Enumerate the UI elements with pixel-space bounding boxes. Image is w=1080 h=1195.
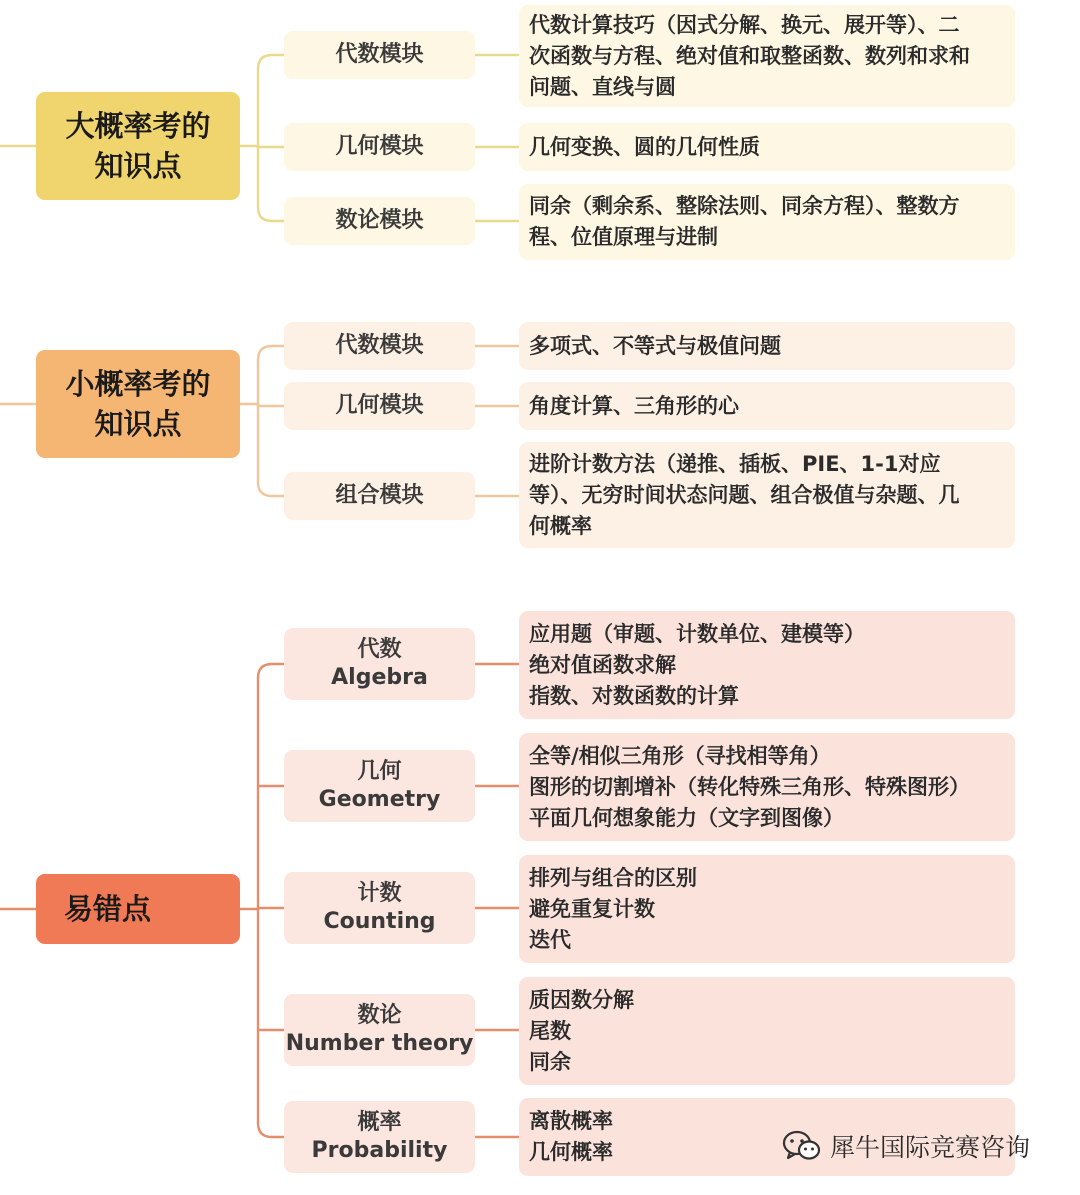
- root-node-big: [36, 92, 240, 200]
- leaf-node-small-line: 等）、无穷时间状态问题、组合极值与杂题、几: [529, 482, 960, 507]
- leaf-node-errors-line: 质因数分解: [529, 987, 634, 1012]
- leaf-node-small: [519, 442, 1015, 548]
- branch-node-big-line: 几何模块: [335, 134, 424, 159]
- branch-node-errors: [284, 1101, 475, 1173]
- branch-line: [258, 1123, 284, 1137]
- leaf-node-errors-line: 同余: [529, 1049, 571, 1074]
- branch-node-errors-line: Probability: [311, 1138, 448, 1163]
- branch-node-errors-line: 计数: [357, 881, 402, 906]
- branch-node-big-line: 代数模块: [335, 42, 424, 67]
- branch-line: [258, 207, 284, 221]
- watermark-text: 犀牛国际竞赛咨询: [830, 1133, 1031, 1162]
- leaf-node-errors: [519, 733, 1015, 841]
- branch-node-small-line: 组合模块: [335, 483, 424, 508]
- branch-node-errors-line: 代数: [357, 637, 402, 662]
- leaf-node-errors-line: 应用题（审题、计数单位、建模等）: [529, 621, 865, 646]
- leaf-node-big-line: 次函数与方程、绝对值和取整函数、数列和求和: [529, 43, 970, 68]
- leaf-node-small-line: 进阶计数方法（递推、插板、PIE、1-1对应: [529, 451, 941, 476]
- leaf-node-big-line: 几何变换、圆的几何性质: [529, 134, 760, 159]
- leaf-node-big-line: 同余（剩余系、整除法则、同余方程）、整数方: [529, 194, 960, 218]
- leaf-node-errors-line: 离散概率: [529, 1109, 613, 1133]
- leaf-node-errors: [519, 977, 1015, 1085]
- branch-node-big: [284, 197, 475, 245]
- leaf-node-small-line: 角度计算、三角形的心: [529, 393, 739, 418]
- branch-node-errors: [284, 750, 475, 822]
- root-node-small-line: 知识点: [94, 407, 182, 441]
- leaf-node-errors: [519, 611, 1015, 719]
- branch-node-errors: [284, 872, 475, 944]
- leaf-node-big-line: 程、位值原理与进制: [529, 225, 718, 249]
- branch-node-small: [284, 472, 475, 520]
- leaf-node-errors-line: 几何概率: [529, 1140, 613, 1164]
- leaf-node-errors-line: 绝对值函数求解: [529, 652, 676, 677]
- root-node-big-line: 知识点: [94, 149, 182, 183]
- root-node-big-line: 大概率考的: [65, 109, 211, 143]
- branch-line: [258, 346, 284, 360]
- leaf-node-errors-line: 全等/相似三角形（寻找相等角）: [529, 743, 831, 768]
- branch-node-errors-line: 概率: [357, 1110, 402, 1135]
- leaf-node-errors-line: 排列与组合的区别: [529, 865, 697, 890]
- leaf-node-big: [519, 123, 1015, 171]
- leaf-node-big: [519, 5, 1015, 107]
- root-node-small-line: 小概率考的: [65, 367, 211, 401]
- branch-line: [258, 664, 284, 678]
- leaf-node-small-line: 何概率: [529, 513, 592, 538]
- root-node-errors-line: 易错点: [64, 892, 152, 926]
- watermark: [782, 1128, 1030, 1164]
- branch-node-big: [284, 31, 475, 79]
- branch-node-small: [284, 322, 475, 370]
- leaf-node-big: [519, 184, 1015, 260]
- leaf-node-errors-line: 指数、对数函数的计算: [529, 683, 739, 708]
- branch-node-errors-line: 几何: [357, 759, 402, 784]
- branch-node-errors-line: Number theory: [285, 1031, 474, 1056]
- leaf-node-big-line: 问题、直线与圆: [529, 74, 676, 99]
- branch-node-errors-line: Geometry: [318, 787, 441, 812]
- branch-node-small: [284, 382, 475, 430]
- branch-line: [258, 55, 284, 69]
- leaf-node-small: [519, 382, 1015, 430]
- branch-node-errors-line: 数论: [357, 1003, 402, 1028]
- branch-node-errors-line: Algebra: [331, 665, 428, 690]
- branch-line: [258, 482, 284, 496]
- leaf-node-errors-line: 尾数: [529, 1018, 571, 1043]
- leaf-node-errors-line: 迭代: [529, 927, 571, 952]
- leaf-node-small-line: 多项式、不等式与极值问题: [529, 333, 781, 358]
- wechat-icon: [782, 1129, 822, 1163]
- branch-node-errors: [284, 994, 475, 1066]
- branch-node-big-line: 数论模块: [335, 208, 424, 233]
- leaf-node-errors-line: 图形的切割增补（转化特殊三角形、特殊图形）: [529, 774, 970, 799]
- leaf-node-errors-line: 平面几何想象能力（文字到图像）: [529, 805, 844, 830]
- root-node-small: [36, 350, 240, 458]
- branch-node-small-line: 代数模块: [335, 333, 424, 358]
- branch-node-errors-line: Counting: [323, 909, 436, 934]
- branch-node-small-line: 几何模块: [335, 393, 424, 418]
- leaf-node-small: [519, 322, 1015, 370]
- root-node-errors: [36, 874, 240, 944]
- leaf-node-big-line: 代数计算技巧（因式分解、换元、展开等）、二: [529, 12, 960, 37]
- branch-node-errors: [284, 628, 475, 700]
- leaf-node-errors: [519, 855, 1015, 963]
- leaf-node-errors-line: 避免重复计数: [529, 896, 655, 921]
- branch-node-big: [284, 123, 475, 171]
